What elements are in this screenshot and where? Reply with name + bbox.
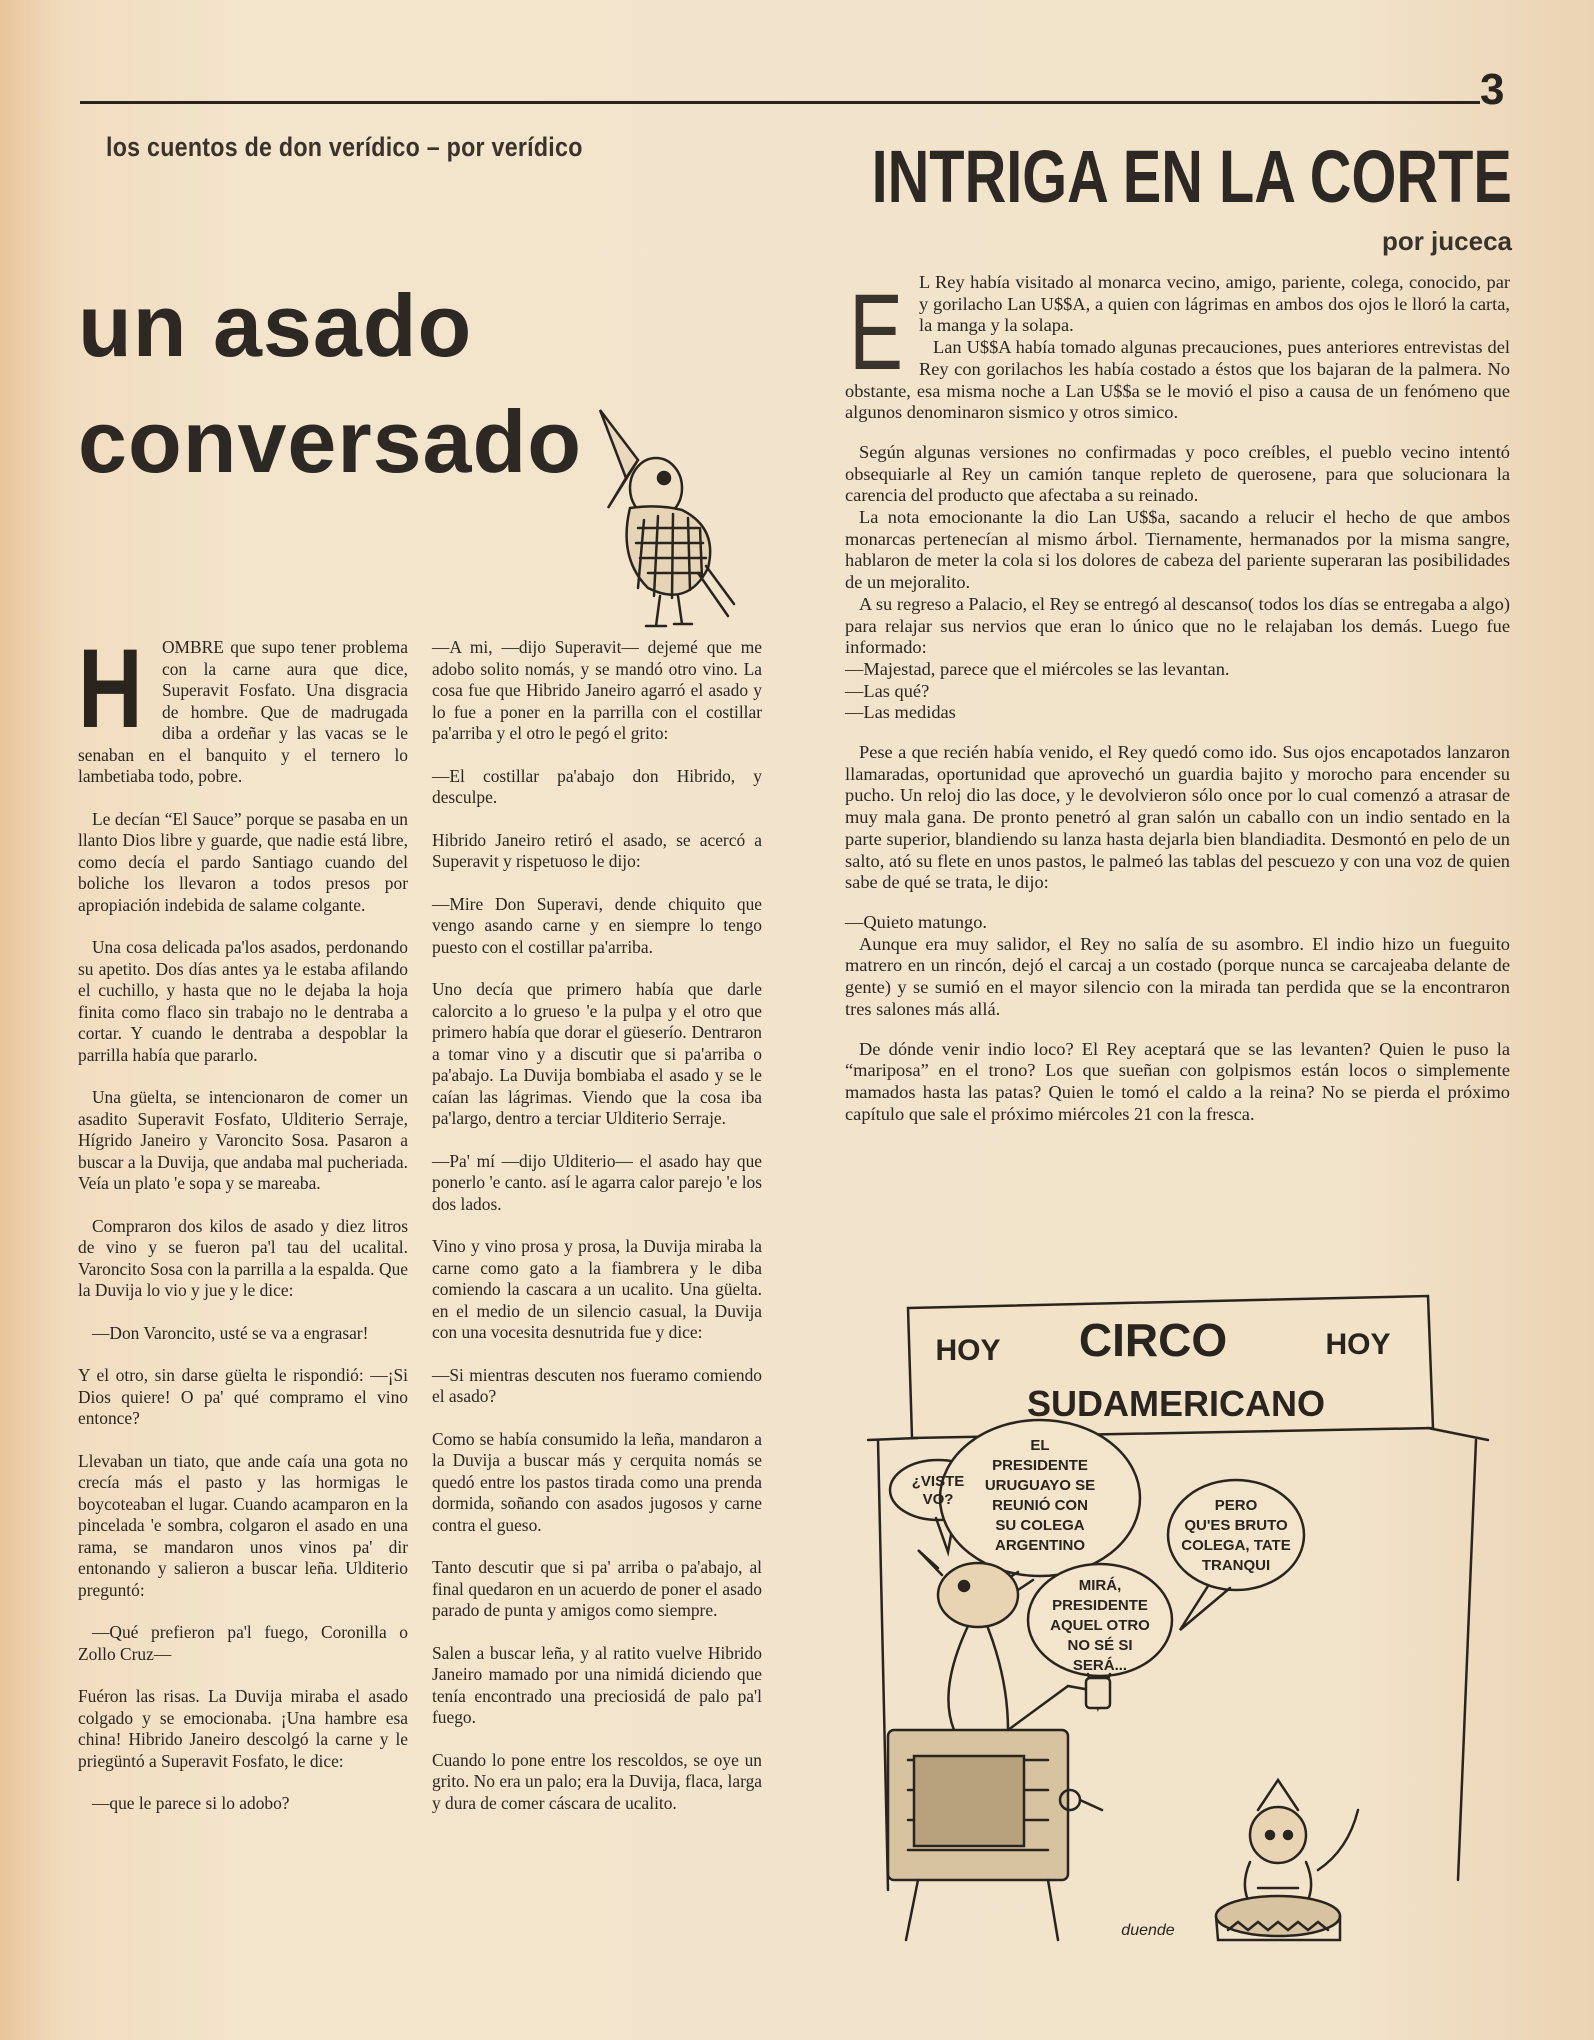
- paragraph: —Las medidas: [845, 702, 956, 723]
- paragraph: Hibrido Janeiro retiró el asado, se acercó a Superavit y rispetuoso le dijo:: [432, 829, 762, 871]
- paragraph: —Qué prefieron pa'l fuego, Coronilla o Zollo Cruz—: [78, 1622, 408, 1664]
- left-dropcap: H: [78, 626, 143, 751]
- paragraph: La nota emocionante la dio Lan U$$a, sacando a relucir el hecho de que ambos monarcas pertenecían al mismo árbol. Tiernamente, hermanados por la misma sangre, hablaron de meter la cola si los dolores de cabeza del pariente superaran las posibilidades de un mejoralito.: [845, 507, 1510, 593]
- right-article-body: [845, 272, 1510, 1125]
- bubble-3-line: COLEGA, TATE: [1181, 1537, 1291, 1554]
- paragraph: —Si mientras descuten nos fueramo comiendo el asado?: [432, 1364, 762, 1406]
- bird-illustration: [578, 398, 738, 628]
- paragraph: —Pa' mí —dijo Ulditerio— el asado hay que ponerlo 'e canto. así le agarra calor parejo 'e los dos lados.: [432, 1150, 762, 1214]
- bubble-4-line: MIRÁ,: [1078, 1577, 1122, 1594]
- left-title-line-2: conversado: [78, 392, 582, 491]
- paragraph: Llevaban un tiato, que ande caía una gota no crecía más el pasto y las hormigas le boycoteaban el lugar. Cuando acamparon en la pincelada 'e sombra, colgaron el asado en una rama, se mandaron unos vinos pa' dir entonando y salieron a buscar leña. Ulditerio preguntó:: [78, 1450, 408, 1600]
- bubble-3-line: QU'ES BRUTO: [1184, 1517, 1288, 1534]
- bubble-2-line: SU COLEGA: [995, 1517, 1085, 1534]
- paragraph: Vino y vino prosa y prosa, la Duvija miraba la carne como gato a la fiambrera y le diba comiendo la cascara a un ucalito. Una güelta. en el medio de un silencio casual, la Duvija con una vocesita desnutrida fue y dice:: [432, 1236, 762, 1342]
- top-rule: [80, 101, 1480, 104]
- paragraph: Fuéron las risas. La Duvija miraba el asado colgado y se emocionaba. ¡Una hambre esa china! Hibrido Janeiro descolgó la carne y le priegüntó a Superavit Fosfato, le dice:: [78, 1686, 408, 1771]
- paragraph: Uno decía que primero había que darle calorcito a lo grueso 'e la pulpa y el otro que primero había que dorar el güeserío. Dentraron a tomar vino y a discutir que si pa'arriba o pa'abajo. La Duvija bombiaba el asado y se le caían las lágrimas. Viendo que la cosa iba pa'largo, dentro a terciar Ulditerio Serraje.: [432, 979, 762, 1128]
- circus-cartoon: [858, 1290, 1498, 1950]
- bubble-1-line: ¿VISTE: [911, 1473, 965, 1490]
- paragraph: —Las qué?: [845, 680, 930, 701]
- paragraph: L Rey había visitado al monarca vecino, amigo, pariente, colega, conocido, par y gorilacho Lan U$$A, a quien con lágrimas en ambos dos ojos le lloró la carta, la manga y la solapa.: [919, 272, 1510, 336]
- bubble-2-line: ARGENTINO: [995, 1537, 1085, 1554]
- paragraph: Pese a que recién había venido, el Rey quedó como ido. Sus ojos encapotados lanzaron llamaradas, oportunidad que aprovechó un guardia bajito y morocho para encender su pucho. Un reloj dio las doce, y le devolvieron sólo once por lo cual comenzó a atrasar de muy mala gana. De pronto penetró al gran salón un caballo con un indio sentado en la parte superior, blandiendo su lanza hasta dejarla bien blandiadita. Desmontó en pelo de un salto, ató su flete en unos pastos, le palmeó las tablas del pescuezo y con una voz de quien sabe de qué se trata, le dijo:: [845, 742, 1510, 893]
- bubble-4-line: NO SÉ SI: [1067, 1637, 1133, 1654]
- banner-sudamericano: SUDAMERICANO: [1026, 1383, 1326, 1424]
- left-title-line-1: un asado: [78, 276, 473, 375]
- bubble-3-line: PERO: [1214, 1497, 1258, 1514]
- right-article-title: INTRIGA EN LA CORTE: [871, 135, 1512, 218]
- paragraph: —El costillar pa'abajo don Hibrido, y desculpe.: [432, 765, 762, 807]
- banner-circo: CIRCO: [1078, 1314, 1228, 1366]
- right-dropcap: E: [849, 271, 904, 392]
- paragraph: —Majestad, parece que el miércoles se las levantan.: [845, 658, 1230, 679]
- right-article-byline: por juceca: [1381, 226, 1512, 256]
- paragraph: Cuando lo pone entre los rescoldos, se oye un grito. No era un palo; era la Duvija, flaca, larga y dura de comer cáscara de ucalito.: [432, 1749, 762, 1813]
- paragraph: Aunque era muy salidor, el Rey no salía de su asombro. El indio hizo un fueguito matrero en un rincón, dejó el carcaj a un costado (porque nunca se carcajeaba delante de gente) y se sumió en el mayor silencio con la mirada tan perdida que se la encontraron tres salones más allá.: [845, 933, 1510, 1019]
- paragraph: Como se había consumido la leña, mandaron a la Duvija a buscar más y cerquita nomás se quedó entre los pastos tirada como una prenda dormida, soñando con asados jugosos y carne contra el gueso.: [432, 1428, 762, 1535]
- series-title: los cuentos de don verídico – por verídico: [106, 132, 583, 162]
- banner-hoy-left: HOY: [935, 1334, 1001, 1367]
- bubble-4-line: PRESIDENTE: [1052, 1597, 1148, 1614]
- bubble-4-line: SERÁ...: [1072, 1657, 1128, 1674]
- paragraph: —A mi, —dijo Superavit— dejemé que me adobo solito nomás, y se mandó otro vino. La cosa fue que Hibrido Janeiro agarró el asado y lo fue a poner en la parrilla con el costillar pa'arriba y el otro le pegó el grito:: [432, 637, 762, 743]
- bubble-3-line: TRANQUI: [1201, 1557, 1271, 1574]
- paragraph: Según algunas versiones no confirmadas y poco creíbles, el pueblo vecino intentó obsequiarle al Rey un camión tanque repleto de querosene, para que solucionara la carencia del producto que afectaba a su reinado.: [845, 441, 1510, 506]
- paragraph: De dónde venir indio loco? El Rey aceptará que se las levanten? Quien le puso la “mariposa” en el trono? Los que sueñan con golpismos están locos o simplemente mamados hasta las patas? Quien le tomó el caldo a la reina? No se pierda el próximo capítulo que sale el próximo miércoles 21 con la fresca.: [845, 1038, 1510, 1124]
- paragraph: Compraron dos kilos de asado y diez litros de vino y se fueron pa'l tau del ucalital. Varoncito Sosa con la parrilla a la espalda. Que la Duvija lo vio y jue y le dice:: [78, 1215, 408, 1300]
- paragraph: —que le parece si lo adobo?: [92, 1793, 290, 1813]
- paragraph: —Don Varoncito, usté se va a engrasar!: [92, 1322, 369, 1343]
- paragraph: Salen a buscar leña, y al ratito vuelve Hibrido Janeiro mamado por una nimidá diciendo que tenía encontrado una preciosidá de palo pa'l fuego.: [432, 1642, 762, 1727]
- paragraph: Tanto descutir que si pa' arriba o pa'abajo, al final quedaron en un acuerdo de poner el asado parado de punta y amigos como siempre.: [432, 1557, 762, 1620]
- paragraph: Le decían “El Sauce” porque se pasaba en un llanto Dios libre y guarde, que nadie está libre, como decía el pardo Santiago cuando del boliche los llevaron a todos presos por apropiación indebida de salame colgante.: [78, 808, 408, 915]
- cartoon-signature: duende: [1121, 1922, 1175, 1939]
- left-article-column-1: [78, 626, 408, 1836]
- bubble-2-line: REUNIÓ CON: [992, 1497, 1088, 1514]
- page-number: 3: [1480, 65, 1505, 114]
- bubble-1-line: VO?: [922, 1491, 954, 1508]
- paragraph: Lan U$$A había tomado algunas precauciones, pues anteriores entrevistas del Rey con gorilachos les había costado a éstos que los bajaran de la palmera. No obstante, esa misma noche a Lan U$$a se le movió el piso a causa de un fenómeno que algunos denominaron sismico y otros simico.: [845, 337, 1510, 423]
- paragraph: —Quieto matungo.: [845, 911, 987, 932]
- bubble-2-line: EL: [1030, 1437, 1050, 1454]
- banner-hoy-right: HOY: [1325, 1328, 1391, 1361]
- left-article-title: [78, 268, 582, 500]
- paragraph: —Mire Don Superavi, dende chiquito que vengo asando carne y en siempre lo tengo puesto con el costillar pa'arriba.: [432, 893, 762, 957]
- bubble-4-line: AQUEL OTRO: [1050, 1617, 1150, 1634]
- paragraph: Y el otro, sin darse güelta le rispondió: —¡Si Dios quiere! O pa' qué compramo el vino entonce?: [78, 1365, 408, 1428]
- bubble-2-line: URUGUAYO SE: [984, 1477, 1096, 1494]
- paragraph: Una cosa delicada pa'los asados, perdonando su apetito. Dos días antes ya le estaba afilando el cuchillo, y hasta que no le dejaba la hoja finita como flaco sin trabajo no le dentraba a cortar. Y cuando le dentraba a despoblar la parrilla había que pararlo.: [78, 937, 408, 1065]
- paragraph: Una güelta, se intencionaron de comer un asadito Superavit Fosfato, Ulditerio Serraje, Hígrido Janeiro y Varoncito Sosa. Pasaron a buscar a la Duvija, que andaba mal pucheriada. Veía un plato 'e sopa y se mareaba.: [78, 1087, 408, 1193]
- paragraph: OMBRE que supo tener problema con la carne aura que dice, Superavit Fosfato. Una disgracia de hombre. Que de madrugada diba a ordeñar y las vacas se le senaban en el banquito y el ternero lo lambetiaba todo, pobre.: [78, 637, 408, 786]
- paragraph: A su regreso a Palacio, el Rey se entregó al descanso( todos los días se entregaba a algo) para relajar sus nervios que eran lo único que no le relajaban los demás. Luego fue informado:: [845, 593, 1510, 658]
- left-article-column-2: [432, 637, 762, 1835]
- bubble-2-line: PRESIDENTE: [992, 1457, 1088, 1474]
